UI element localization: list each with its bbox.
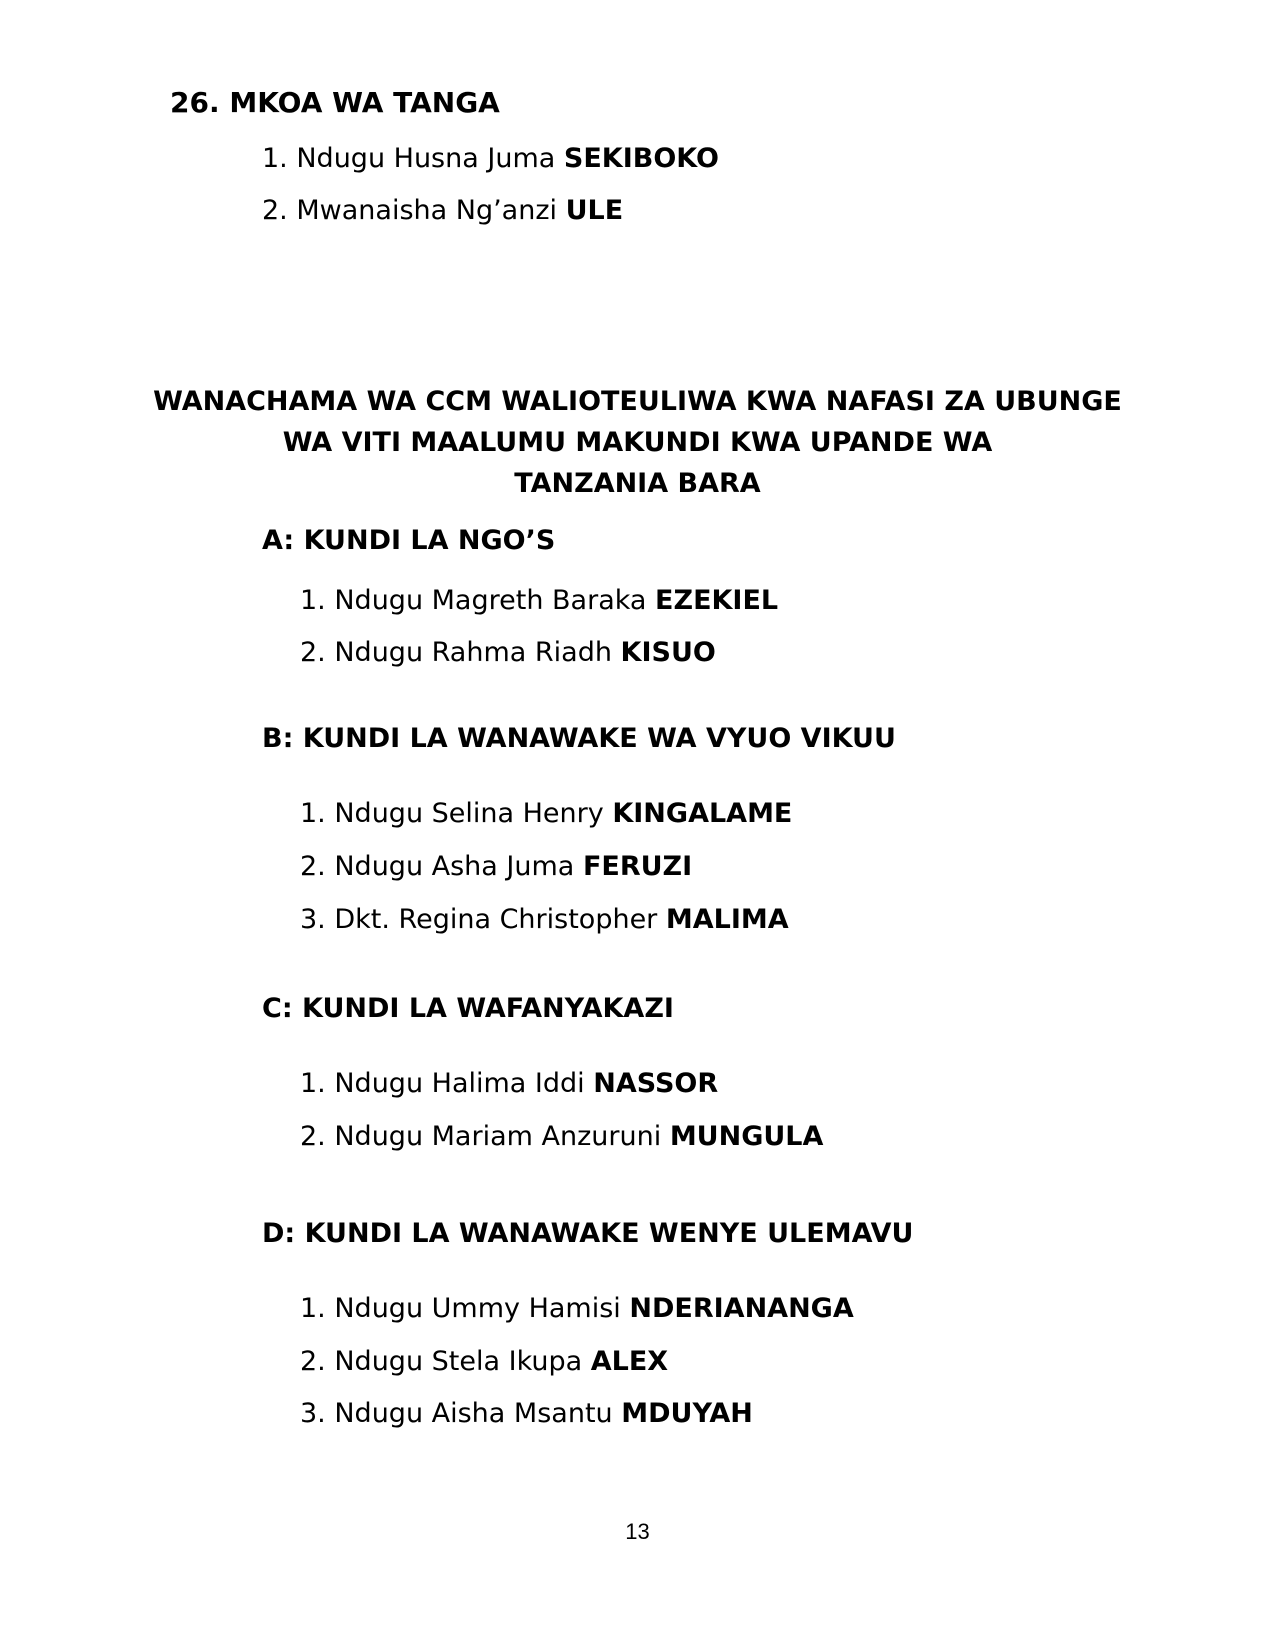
item-surname: SEKIBOKO: [563, 143, 719, 174]
section-heading: [0, 381, 1275, 504]
list-item: [300, 1121, 823, 1152]
list-item: [300, 1346, 668, 1377]
item-surname: MDUYAH: [621, 1398, 753, 1429]
item-name: Ndugu Husna Juma: [296, 143, 556, 174]
item-name: Ndugu Stela Ikupa: [334, 1346, 583, 1377]
section-heading-line: TANZANIA BARA: [514, 468, 761, 499]
item-name: Ndugu Ummy Hamisi: [334, 1293, 621, 1324]
item-surname: MUNGULA: [669, 1121, 824, 1152]
item-number: 1.: [300, 798, 326, 829]
item-surname: FERUZI: [582, 851, 693, 882]
group-heading: A: KUNDI LA NGO’S: [262, 525, 556, 556]
item-number: 2.: [300, 1346, 326, 1377]
item-number: 2.: [300, 637, 326, 668]
item-number: 1.: [300, 585, 326, 616]
item-number: 1.: [300, 1293, 326, 1324]
item-number: 1.: [300, 1068, 326, 1099]
region-title: 26. MKOA WA TANGA: [170, 86, 500, 119]
item-name: Ndugu Mariam Anzuruni: [334, 1121, 662, 1152]
list-item: [300, 851, 692, 882]
item-number: 2.: [300, 1121, 326, 1152]
item-name: Dkt. Regina Christopher: [334, 904, 658, 935]
list-item: [300, 1398, 753, 1429]
item-name: Ndugu Magreth Baraka: [334, 585, 647, 616]
group-heading: D: KUNDI LA WANAWAKE WENYE ULEMAVU: [262, 1218, 914, 1249]
item-name: Ndugu Asha Juma: [334, 851, 575, 882]
item-name: Ndugu Selina Henry: [334, 798, 604, 829]
list-item: [300, 585, 778, 616]
list-item: [262, 195, 623, 226]
section-heading-line: WANACHAMA WA CCM WALIOTEULIWA KWA NAFASI ZA UBUNGE: [153, 386, 1122, 417]
item-surname: KINGALAME: [612, 798, 793, 829]
item-number: 2.: [262, 195, 288, 226]
list-item: [262, 143, 719, 174]
group-heading: C: KUNDI LA WAFANYAKAZI: [262, 993, 674, 1024]
item-name: Ndugu Aisha Msantu: [334, 1398, 613, 1429]
item-surname: KISUO: [620, 637, 716, 668]
list-item: [300, 904, 789, 935]
item-surname: ULE: [565, 195, 624, 226]
group-heading: B: KUNDI LA WANAWAKE WA VYUO VIKUU: [262, 723, 896, 754]
page-number: 13: [625, 1519, 650, 1544]
item-surname: MALIMA: [665, 904, 789, 935]
item-surname: EZEKIEL: [655, 585, 779, 616]
item-surname: NDERIANANGA: [629, 1293, 854, 1324]
section-heading-line: WA VITI MAALUMU MAKUNDI KWA UPANDE WA: [282, 427, 993, 458]
list-item: [300, 1293, 854, 1324]
item-name: Ndugu Rahma Riadh: [334, 637, 612, 668]
item-number: 1.: [262, 143, 288, 174]
list-item: [300, 798, 792, 829]
item-name: Ndugu Halima Iddi: [334, 1068, 585, 1099]
list-item: [300, 637, 716, 668]
item-surname: NASSOR: [593, 1068, 719, 1099]
item-surname: ALEX: [590, 1346, 669, 1377]
item-name: Mwanaisha Ng’anzi: [296, 195, 557, 226]
item-number: 3.: [300, 904, 326, 935]
list-item: [300, 1068, 718, 1099]
item-number: 2.: [300, 851, 326, 882]
item-number: 3.: [300, 1398, 326, 1429]
